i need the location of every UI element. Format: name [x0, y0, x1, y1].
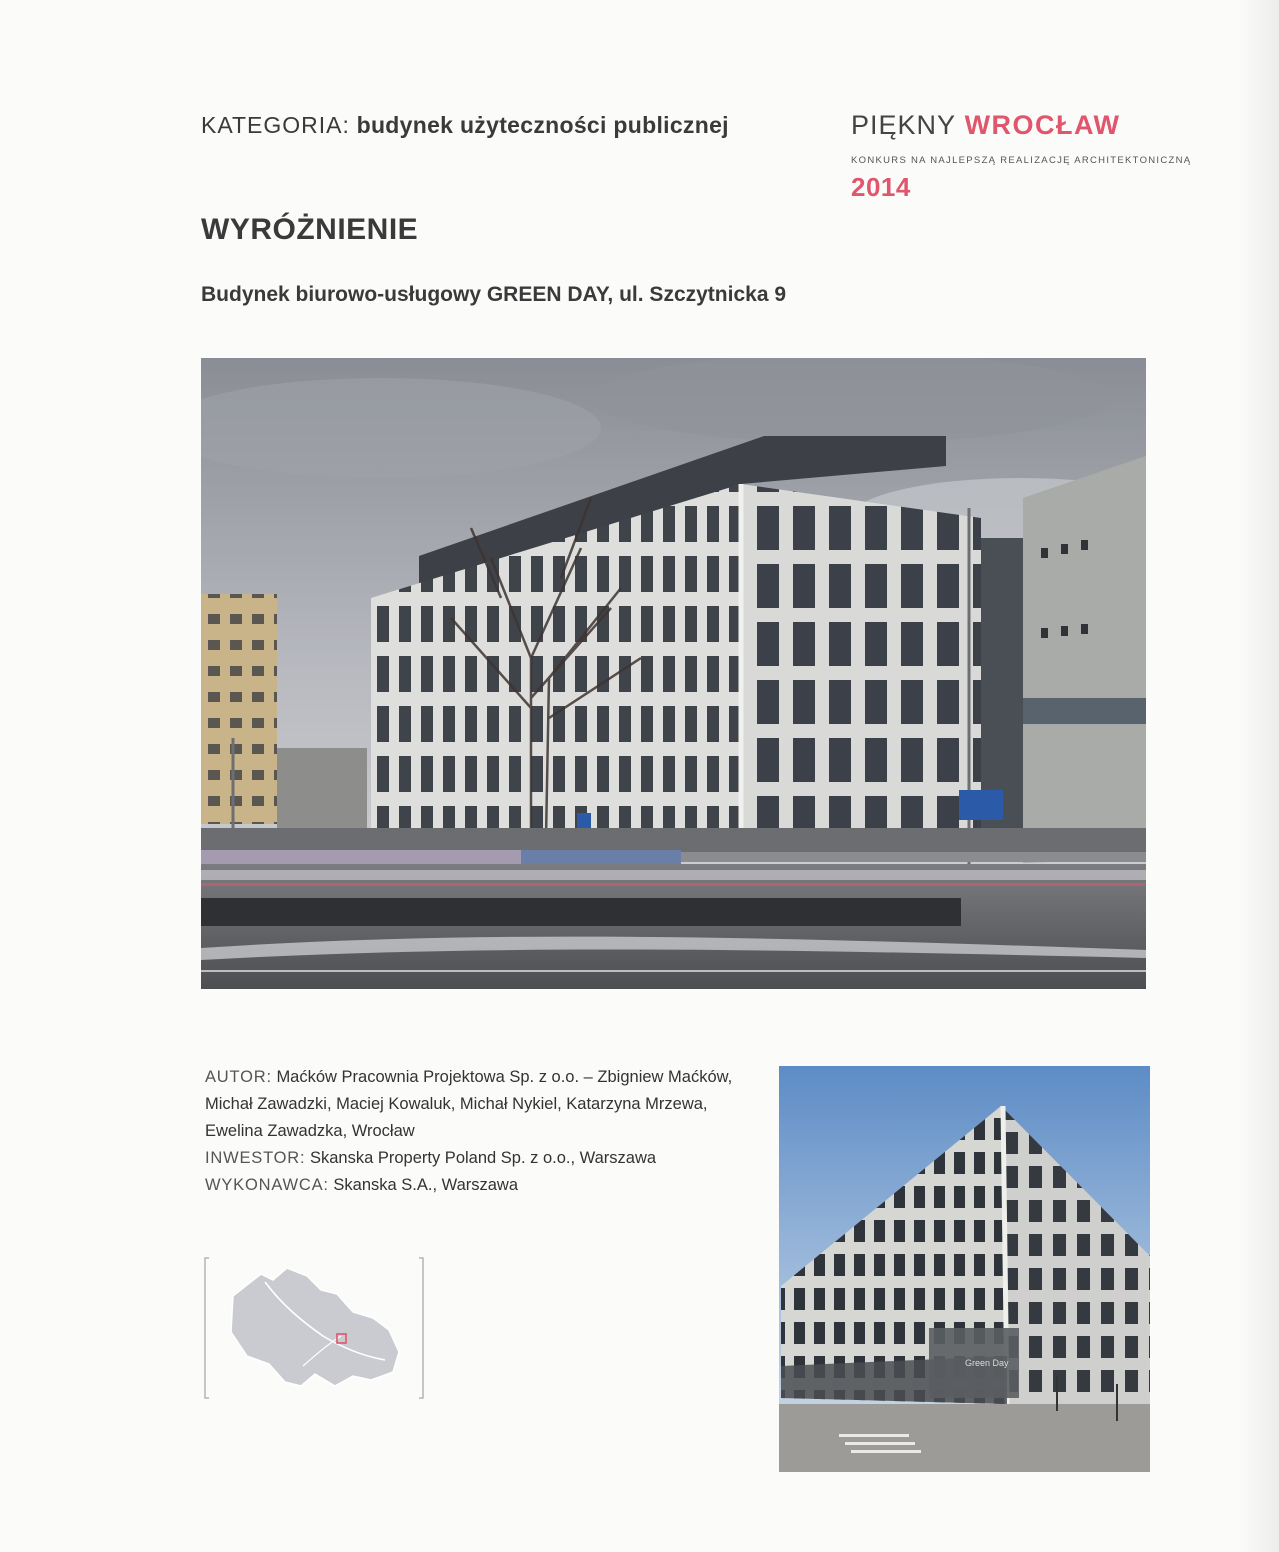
- investor-label: INWESTOR:: [205, 1149, 306, 1167]
- investor-value: Skanska Property Poland Sp. z o.o., Warszawa: [310, 1149, 657, 1167]
- award-title: WYRÓŻNIENIE: [201, 213, 419, 246]
- region-locator-map: [203, 1256, 425, 1400]
- building-name: Budynek biurowo-usługowy GREEN DAY, ul. Szczytnicka 9: [201, 283, 787, 306]
- brand-prefix: PIĘKNY: [851, 110, 957, 140]
- page-edge-shadow: [1239, 0, 1279, 1552]
- brand-city: WROCŁAW: [964, 110, 1121, 140]
- brand-title: [851, 110, 1251, 141]
- brand-year: 2014: [851, 172, 911, 202]
- author-value: Maćków Pracownia Projektowa Sp. z o.o. – Zbigniew Maćków, Michał Zawadzki, Maciej Kowaluk, Michał Nykiel, Katarzyna Mrzewa, Ewelina Zawadzka, Wrocław: [205, 1068, 733, 1140]
- category-label: KATEGORIA:: [201, 112, 350, 138]
- side-building-photo: [779, 1066, 1150, 1472]
- contractor-label: WYKONAWCA:: [205, 1176, 329, 1194]
- contractor-value: Skanska S.A., Warszawa: [333, 1176, 519, 1194]
- category-value: budynek użyteczności publicznej: [356, 112, 729, 138]
- competition-brand: [851, 110, 1251, 203]
- category-line: [201, 112, 729, 139]
- credits-block: [205, 1064, 765, 1199]
- building-sign-text: Green Day: [965, 1358, 1009, 1368]
- main-building-photo: [201, 358, 1146, 989]
- author-label: AUTOR:: [205, 1068, 272, 1086]
- brand-subtitle: KONKURS NA NAJLEPSZĄ REALIZACJĘ ARCHITEKTONICZNĄ: [851, 155, 1192, 166]
